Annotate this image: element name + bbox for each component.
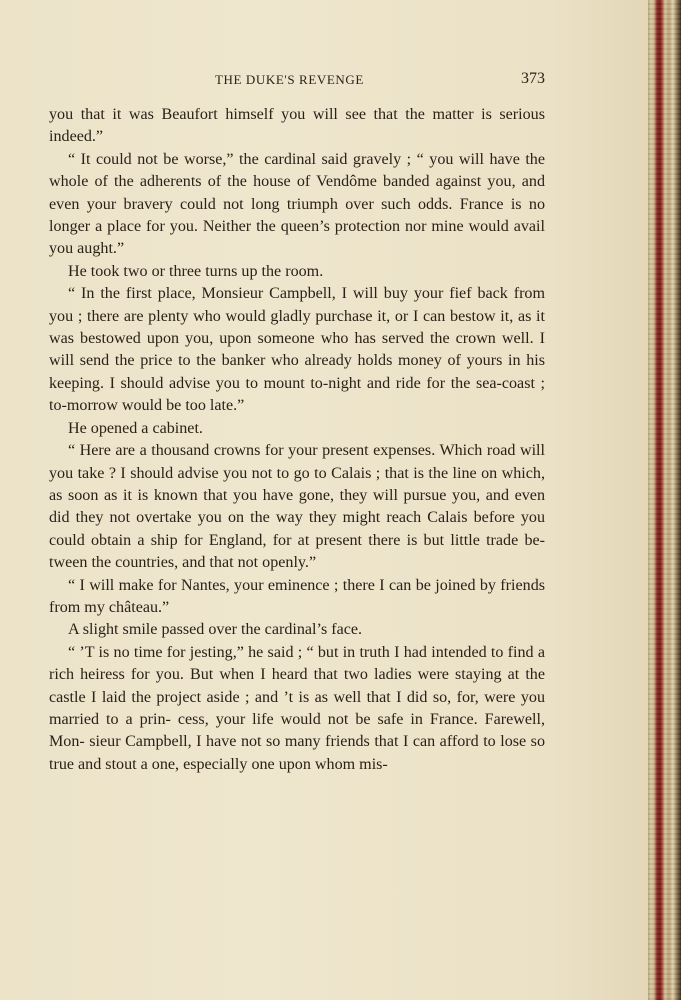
page-header xyxy=(49,70,545,92)
paragraph-9: “ ’T is no time for jesting,” he said ; “ but in truth I had intended to find a rich heiress for you. But when I heard that two ladies were staying at the castle I laid the project aside ; and ’t is as well that I did so, for, were you married to a prin- cess, your life would not be safe in France. Farewell, Mon- sieur Campbell, I have not so many friends that I can afford to lose so true and stout a one, especially one upon whom mis- xyxy=(49,643,545,773)
paragraph-5: He opened a cabinet. xyxy=(68,419,203,437)
paragraph-6: “ Here are a thousand crowns for your present expenses. Which road will you take ? I should advise you not to go to Calais ; that is the line on which, as soon as it is known that you have gone, they will pursue you, and even did they not overtake you on the way they might reach Calais before you could obtain a ship for England, for at present there is but little trade be- tween the countries, and that not openly.” xyxy=(49,442,545,572)
page-number: 373 xyxy=(521,70,545,87)
paragraph-1: you that it was Beaufort himself you will see that the matter is serious indeed.” xyxy=(49,106,545,146)
paragraph-2: “ It could not be worse,” the cardinal said gravely ; “ you will have the whole of the adherents of the house of Vendôme banded against you, and even your bravery could not long triumph over such odds. France is no longer a place for you. Neither the queen’s protection nor mine would avail you aught.” xyxy=(49,150,545,258)
book-edge xyxy=(648,0,681,1000)
body-text xyxy=(49,104,545,776)
paragraph-4: “ In the first place, Monsieur Campbell, I will buy your fief back from you ; there are plenty who would gladly purchase it, or I can bestow it, as it was bestowed upon you, upon someone who has served the crown well. I will send the price to the banker who already holds money of yours in his keeping. I should advise you to mount to-night and ride for the sea-coast ; to-morrow would be too late.” xyxy=(49,285,545,415)
paragraph-3: He took two or three turns up the room. xyxy=(68,262,324,280)
running-head: THE DUKE'S REVENGE xyxy=(215,72,364,87)
paragraph-7: “ I will make for Nantes, your eminence ; there I can be joined by friends from my château.” xyxy=(49,576,545,616)
paragraph-8: A slight smile passed over the cardinal’s face. xyxy=(68,621,363,639)
